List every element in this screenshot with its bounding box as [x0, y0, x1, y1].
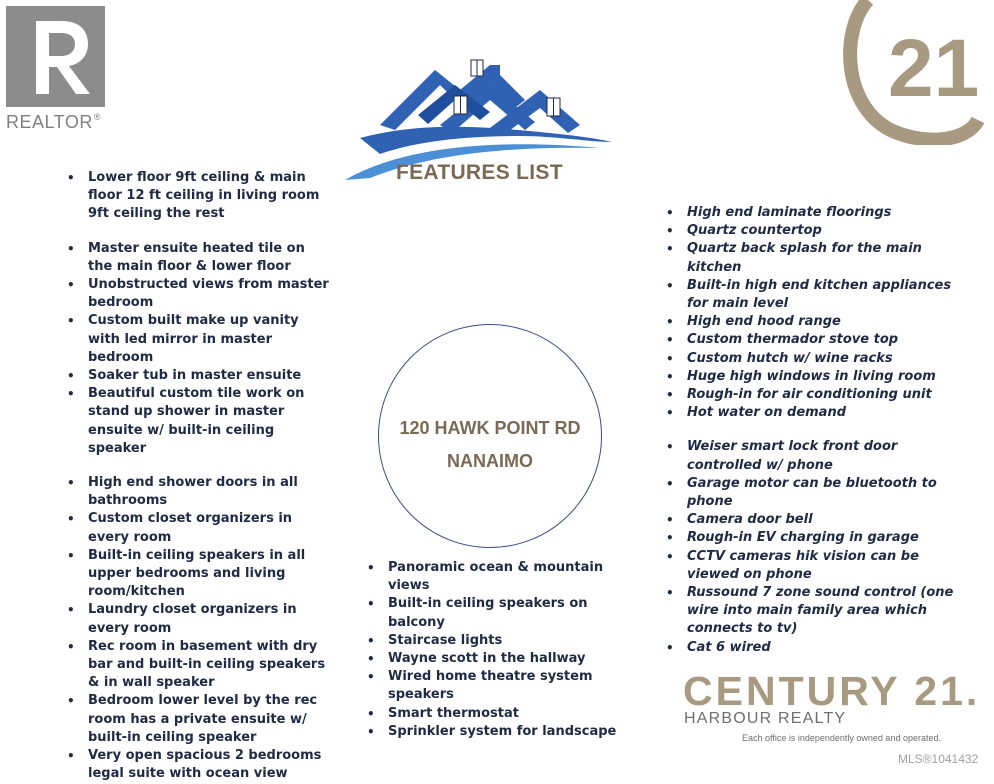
feature-item: • Built-in high end kitchen appliances for main level	[666, 277, 966, 313]
feature-item: • Very open spacious 2 bedrooms legal suite with ocean view	[67, 747, 329, 783]
feature-item: • Soaker tub in master ensuite	[67, 367, 329, 385]
feature-item: • Custom built make up vanity with led mirror in master bedroom	[67, 312, 329, 367]
feature-item: • High end hood range	[666, 313, 966, 331]
feature-item: • Hot water on demand	[666, 404, 966, 422]
feature-item: • Bedroom lower level by the rec room has a private ensuite w/ built-in ceiling speaker	[67, 692, 329, 747]
feature-item: • Built-in ceiling speakers in all upper bedrooms and living room/kitchen	[67, 547, 329, 602]
feature-item: • Rec room in basement with dry bar and built-in ceiling speakers & in wall speaker	[67, 638, 329, 693]
feature-item: • Custom hutch w/ wine racks	[666, 350, 966, 368]
century21-seal-logo	[840, 0, 994, 145]
feature-item: • Laundry closet organizers in every room	[67, 601, 329, 637]
feature-item: • Quartz back splash for the main kitchen	[666, 240, 966, 276]
feature-item: • Beautiful custom tile work on stand up shower in master ensuite w/ built-in ceiling speaker	[67, 385, 329, 458]
feature-item: • Wired home theatre system speakers	[367, 668, 637, 704]
bottom-feature-list	[367, 559, 637, 741]
feature-item: • Panoramic ocean & mountain views	[367, 559, 637, 595]
feature-item: • Rough-in for air conditioning unit	[666, 386, 966, 404]
seal-number: 21	[888, 23, 980, 114]
address-circle	[378, 324, 602, 548]
brokerage-disclaimer: Each office is independently owned and operated.	[742, 733, 941, 743]
feature-item: • CCTV cameras hik vision can be viewed on phone	[666, 548, 966, 584]
brokerage-office: HARBOUR REALTY	[684, 710, 847, 727]
page-title: FEATURES LIST	[396, 161, 563, 184]
feature-item: • High end shower doors in all bathrooms	[67, 474, 329, 510]
feature-item: • Staircase lights	[367, 632, 637, 650]
feature-item: • Rough-in EV charging in garage	[666, 529, 966, 547]
realtor-wordmark: REALTOR®	[6, 112, 101, 132]
feature-item: • Lower floor 9ft ceiling & main floor 12 ft ceiling in living room 9ft ceiling the rest	[67, 169, 329, 224]
address-street: 120 HAWK POINT RD	[399, 418, 581, 438]
feature-item: • Cat 6 wired	[666, 639, 966, 657]
feature-item: • Russound 7 zone sound control (one wire into main family area which connects to tv)	[666, 584, 966, 639]
feature-item: • Custom thermador stove top	[666, 331, 966, 349]
realtor-logo	[6, 6, 114, 132]
feature-item: • Built-in ceiling speakers on balcony	[367, 595, 637, 631]
left-feature-list	[67, 169, 329, 784]
feature-item: • Garage motor can be bluetooth to phone	[666, 475, 966, 511]
brokerage-name: CENTURY 21.	[683, 668, 981, 714]
address-city: NANAIMO	[447, 451, 533, 471]
right-feature-list	[666, 204, 966, 657]
feature-item: • Sprinkler system for landscape	[367, 723, 637, 741]
feature-item: • Master ensuite heated tile on the main floor & lower floor	[67, 240, 329, 276]
feature-item: • Wayne scott in the hallway	[367, 650, 637, 668]
feature-item: • Custom closet organizers in every room	[67, 510, 329, 546]
feature-item: • Unobstructed views from master bedroom	[67, 276, 329, 312]
feature-item: • Camera door bell	[666, 511, 966, 529]
feature-item: • Huge high windows in living room	[666, 368, 966, 386]
feature-item: • Smart thermostat	[367, 705, 637, 723]
feature-item: • Quartz countertop	[666, 222, 966, 240]
mls-number: MLS®1041432	[898, 752, 979, 766]
feature-item: • Weiser smart lock front door controlled w/ phone	[666, 438, 966, 474]
realtor-r-icon	[6, 6, 105, 107]
feature-item: • High end laminate floorings	[666, 204, 966, 222]
